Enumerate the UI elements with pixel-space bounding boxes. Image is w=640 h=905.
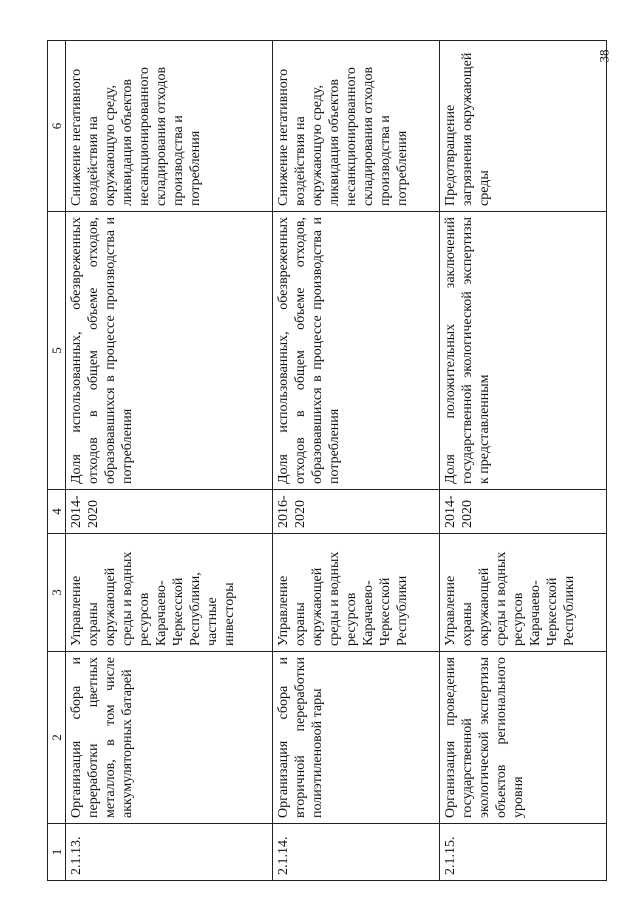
column-number-1: 1 bbox=[48, 824, 66, 881]
measures-table bbox=[47, 40, 607, 881]
executor-cell: Управление охраны окружающей среды и водных ресурсов Карачаево-Черкесской Республики bbox=[440, 534, 607, 652]
period-cell: 2016-2020 bbox=[273, 490, 440, 534]
measure-cell: Организация сбора и вторичной переработки полиэтиленовой тары bbox=[273, 652, 440, 824]
column-number-2: 2 bbox=[48, 652, 66, 824]
indicator-cell: Доля использованных, обезвреженных отходов в общем объеме отходов, образовавшихся в процессе производства и потребления bbox=[273, 212, 440, 490]
row-number: 2.1.13. bbox=[66, 824, 273, 881]
row-number: 2.1.14. bbox=[273, 824, 440, 881]
period-cell: 2014-2020 bbox=[66, 490, 273, 534]
column-number-6: 6 bbox=[48, 41, 66, 212]
column-number-3: 3 bbox=[48, 534, 66, 652]
result-cell: Предотвращение загрязнения окружающей среды bbox=[440, 41, 607, 212]
row-number: 2.1.15. bbox=[440, 824, 607, 881]
measure-cell: Организация сбора и переработки цветных металлов, в том числе аккумуляторных батарей bbox=[66, 652, 273, 824]
period-cell: 2014-2020 bbox=[440, 490, 607, 534]
column-number-row bbox=[48, 41, 66, 881]
column-number-4: 4 bbox=[48, 490, 66, 534]
table-row bbox=[66, 41, 273, 881]
measure-cell: Организация проведения государственной экологической экспертизы объектов регионального уровня bbox=[440, 652, 607, 824]
result-cell: Снижение негативного воздействия на окружающую среду, ликвидация объектов несанкционированного складирования отходов производства и потребления bbox=[273, 41, 440, 212]
indicator-cell: Доля положительных заключений государственной экологической экспертизы к представленным bbox=[440, 212, 607, 490]
indicator-cell: Доля использованных, обезвреженных отходов в общем объеме отходов, образовавшихся в процессе производства и потребления bbox=[66, 212, 273, 490]
table-row bbox=[273, 41, 440, 881]
executor-cell: Управление охраны окружающей среды и водных ресурсов Карачаево-Черкесской Республики, частные инвесторы bbox=[66, 534, 273, 652]
page-number: 38 bbox=[596, 49, 612, 63]
column-number-5: 5 bbox=[48, 212, 66, 490]
executor-cell: Управление охраны окружающей среды и водных ресурсов Карачаево-Черкесской Республики bbox=[273, 534, 440, 652]
table-row bbox=[440, 41, 607, 881]
rotated-table-wrapper bbox=[47, 41, 607, 881]
result-cell: Снижение негативного воздействия на окружающую среду, ликвидация объектов несанкционированного складирования отходов производства и потребления bbox=[66, 41, 273, 212]
